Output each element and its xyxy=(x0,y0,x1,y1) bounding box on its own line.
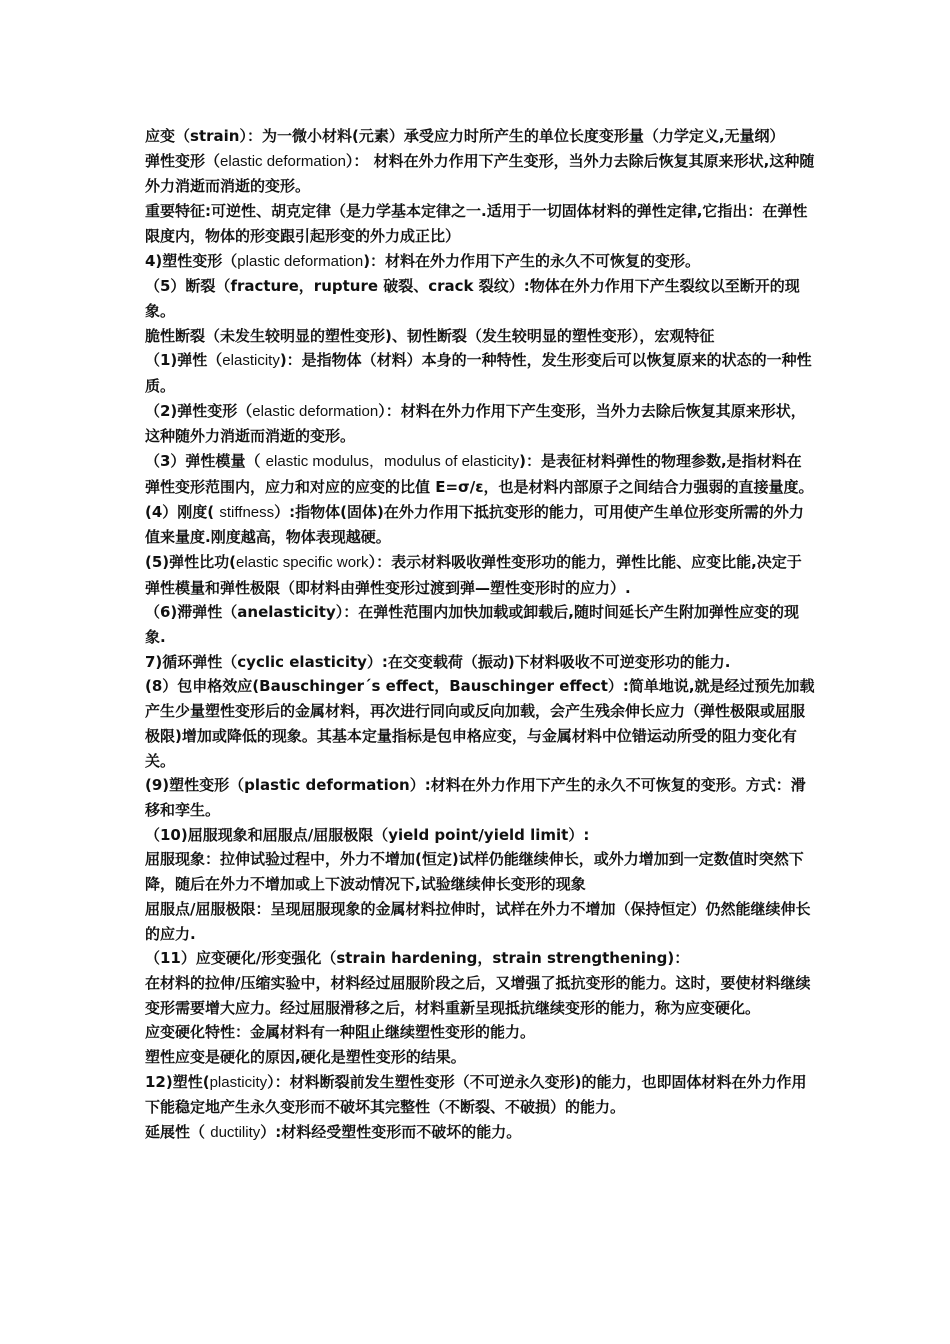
paragraph-hardening-property: 应变硬化特性：金属材料有一种阻止继续塑性变形的能力。 xyxy=(145,1023,536,1042)
paragraph-elastic-deformation: 弹性变形（elastic deformation）： 材料在外力作用下产生变形，当外力去除后恢复其原来形状,这种随外力消逝而消逝的变形。 xyxy=(145,151,815,196)
paragraph-strain-hardening-11: （11）应变硬化/形变强化（strain hardening，strain strengthening)： xyxy=(145,949,690,968)
document-body xyxy=(145,124,815,1146)
paragraph-elastic-specific-work-5: (5)弹性比功(elastic specific work）：表示材料吸收弹性变形功的能力，弹性比能、应变比能,决定于弹性模量和弹性极限（即材料由弹性变形过渡到弹—塑性变形时的应力）. xyxy=(145,552,802,597)
paragraph-elastic-modulus-3: （3）弹性模量（ elastic modulus，modulus of elasticity)：是表征材料弹性的物理参数,是指材料在弹性变形范围内，应力和对应的应变的比值 E=σ/ε，也是材料内部原子之间结合力强弱的直接量度。 xyxy=(145,452,814,496)
paragraph-fracture-5: （5）断裂（fracture，rupture 破裂、crack 裂纹）:物体在外力作用下产生裂纹以至断开的现象。 xyxy=(145,277,800,320)
paragraph-yield-point: 屈服点/屈服极限：呈现屈服现象的金属材料拉伸时，试样在外力不增加（保持恒定）仍然能继续伸长的应力. xyxy=(145,899,811,943)
paragraph-key-features: 重要特征:可逆性、胡克定律（是力学基本定律之一.适用于一切固体材料的弹性定律,它指出：在弹性限度内，物体的形变跟引起形变的外力成正比） xyxy=(145,202,808,245)
paragraph-plastic-deformation-9: (9)塑性变形（plastic deformation）:材料在外力作用下产生的永久不可恢复的变形。方式：滑移和孪生。 xyxy=(145,776,806,819)
paragraph-yield-phenomenon: 屈服现象：拉伸试验过程中，外力不增加(恒定)试样仍能继续伸长，或外力增加到一定数值时突然下降，随后在外力不增加或上下波动情况下,试验继续伸长变形的现象 xyxy=(145,850,804,894)
paragraph-anelasticity-6: （6)滞弹性（anelasticity）：在弹性范围内加快加载或卸载后,随时间延长产生附加弹性应变的现象. xyxy=(145,603,799,647)
paragraph-cyclic-elasticity-7: 7)循环弹性（cyclic elasticity）:在交变载荷（振动)下材料吸收不可逆变形功的能力. xyxy=(145,652,731,671)
paragraph-elastic-deformation-2: （2)弹性变形（elastic deformation）：材料在外力作用下产生变形，当外力去除后恢复其原来形状，这种随外力消逝而消逝的变形。 xyxy=(145,401,806,446)
paragraph-brittle-ductile: 脆性断裂（未发生较明显的塑性变形)、韧性断裂（发生较明显的塑性变形），宏观特征 xyxy=(145,326,715,345)
paragraph-hardening-cause: 塑性应变是硬化的原因,硬化是塑性变形的结果。 xyxy=(145,1048,466,1067)
paragraph-ductility: 延展性（ ductility）:材料经受塑性变形而不破坏的能力。 xyxy=(145,1123,522,1142)
paragraph-stiffness-4: (4）刚度( stiffness）:指物体(固体)在外力作用下抵抗变形的能力，可用使产生单位形变所需的外力值来量度.刚度越高，物体表现越硬。 xyxy=(145,502,804,547)
paragraph-yield-10: （10)屈服现象和屈服点/屈服极限（yield point/yield limit）: xyxy=(145,825,590,844)
paragraph-elasticity-1: （1)弹性（elasticity)：是指物体（材料）本身的一种特性，发生形变后可以恢复原来的状态的一种性质。 xyxy=(145,351,812,396)
paragraph-plastic-deformation-4: 4)塑性变形（plastic deformation)：材料在外力作用下产生的永久不可恢复的变形。 xyxy=(145,251,701,270)
paragraph-plasticity-12: 12)塑性(plasticity）：材料断裂前发生塑性变形（不可逆永久变形)的能力，也即固体材料在外力作用下能稳定地产生永久变形而不破坏其完整性（不断裂、不破损）的能力。 xyxy=(145,1072,807,1117)
paragraph-strain: 应变（strain）：为一微小材料(元素）承受应力时所产生的单位长度变形量（力学定义,无量纲） xyxy=(145,127,785,145)
paragraph-hardening-description: 在材料的拉伸/压缩实验中，材料经过屈服阶段之后，又增强了抵抗变形的能力。这时，要使材料继续变形需要增大应力。经过屈服滑移之后，材料重新呈现抵抗继续变形的能力，称为应变硬化。 xyxy=(145,973,811,1017)
paragraph-bauschinger-8: (8）包申格效应(Bauschinger´s effect，Bauschinger effect）:简单地说,就是经过预先加载产生少量塑性变形后的金属材料，再次进行同向或反向加载，会产生残余伸长应力（弹性极限或屈服极限)增加或降低的现象。其基本定量指标是包申格应变，与金属材料中位错运动所受的阻力变化有关。 xyxy=(145,677,815,770)
